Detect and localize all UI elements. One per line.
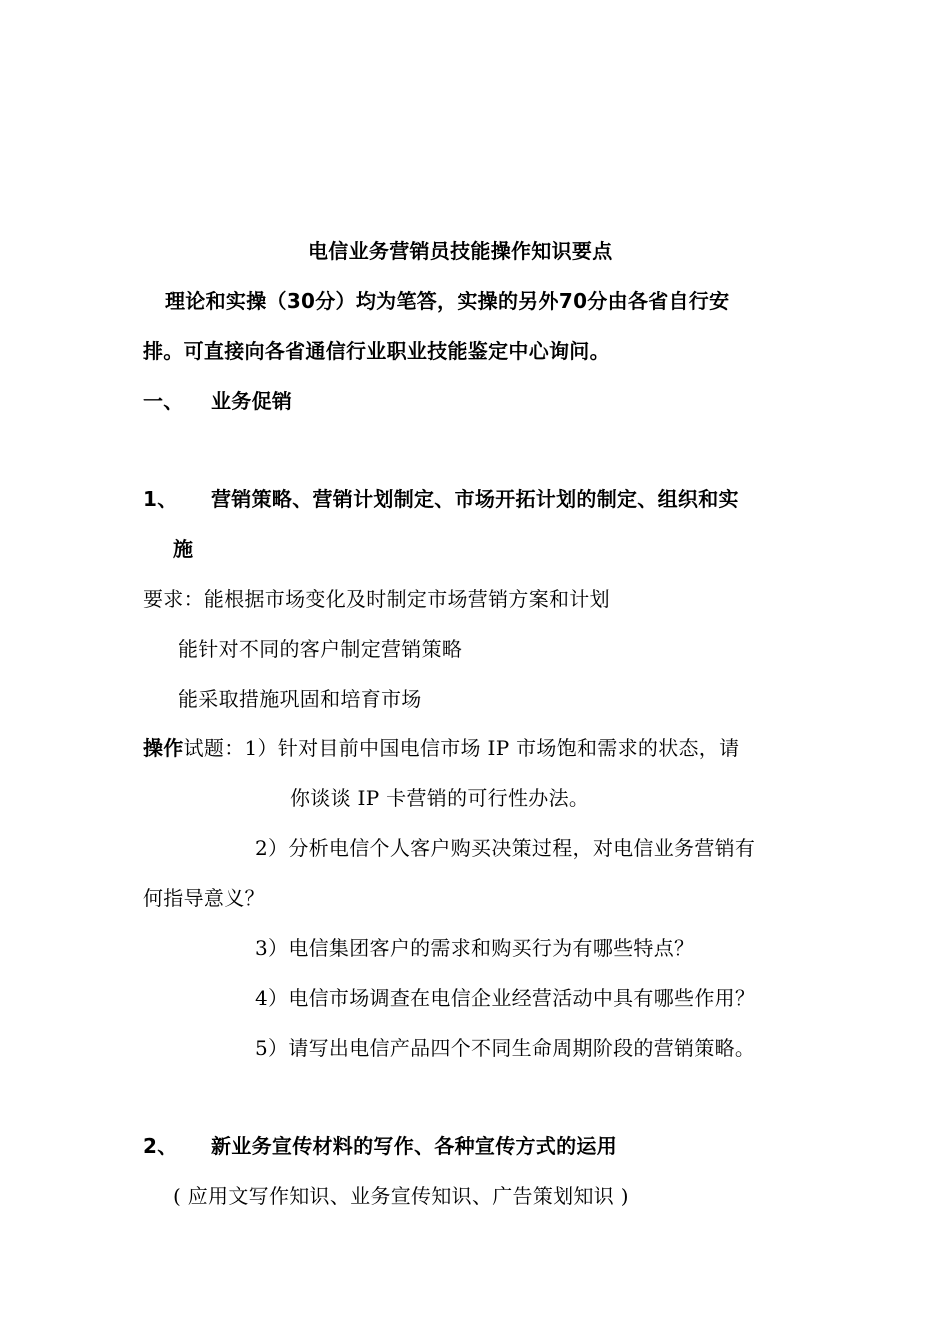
intro-number-70: 70: [558, 289, 588, 313]
section1-heading: 业务促销: [211, 389, 293, 413]
question-1-line-1: 1）针对目前中国电信市场 IP 市场饱和需求的状态，请: [244, 736, 740, 760]
item1-heading-line-1: 营销策略、营销计划制定、市场开拓计划的制定、组织和实: [211, 487, 739, 511]
intro-text-c: 分）均为笔答，实操的另外: [315, 289, 559, 313]
questions-line-1: [143, 734, 739, 762]
intro-line-1: [165, 287, 729, 315]
requirement-2: 能针对不同的客户制定营销策略: [178, 637, 463, 661]
section1-number: 一、: [143, 389, 184, 413]
question-2-line-1: 2）分析电信个人客户购买决策过程，对电信业务营销有: [255, 836, 756, 860]
requirement-3: 能采取措施巩固和培育市场: [178, 687, 422, 711]
item2-heading: 新业务宣传材料的写作、各种宣传方式的运用: [211, 1134, 617, 1158]
intro-number-30: 30: [286, 289, 316, 313]
question-4: 4）电信市场调查在电信企业经营活动中具有哪些作用？: [255, 986, 756, 1010]
requirement-1: 能根据市场变化及时制定市场营销方案和计划: [203, 587, 610, 611]
document-title: 电信业务营销员技能操作知识要点: [308, 239, 613, 263]
intro-text-e: 分由各省自行安: [587, 289, 730, 313]
question-5: 5）请写出电信产品四个不同生命周期阶段的营销策略。: [255, 1036, 756, 1060]
item2-number: 2、: [143, 1134, 178, 1158]
intro-line-2: 排。可直接向各省通信行业职业技能鉴定中心询问。: [143, 339, 610, 363]
intro-text-a: 理论和实操（: [165, 289, 287, 313]
item2-note: ( 应用文写作知识、业务宣传知识、广告策划知识 ): [173, 1184, 629, 1208]
question-3: 3）电信集团客户的需求和购买行为有哪些特点？: [255, 936, 695, 960]
question-2-line-2: 何指导意义？: [143, 886, 265, 910]
requirements-label: 要求：: [143, 587, 204, 611]
requirements-line-1: [143, 585, 610, 613]
questions-label-rest: 试题：: [183, 736, 245, 760]
questions-label-bold: 操作: [143, 736, 184, 760]
question-1-line-2: 你谈谈 IP 卡营销的可行性办法。: [290, 786, 590, 810]
item1-heading-line-2: 施: [173, 537, 194, 561]
item1-number: 1、: [143, 487, 178, 511]
